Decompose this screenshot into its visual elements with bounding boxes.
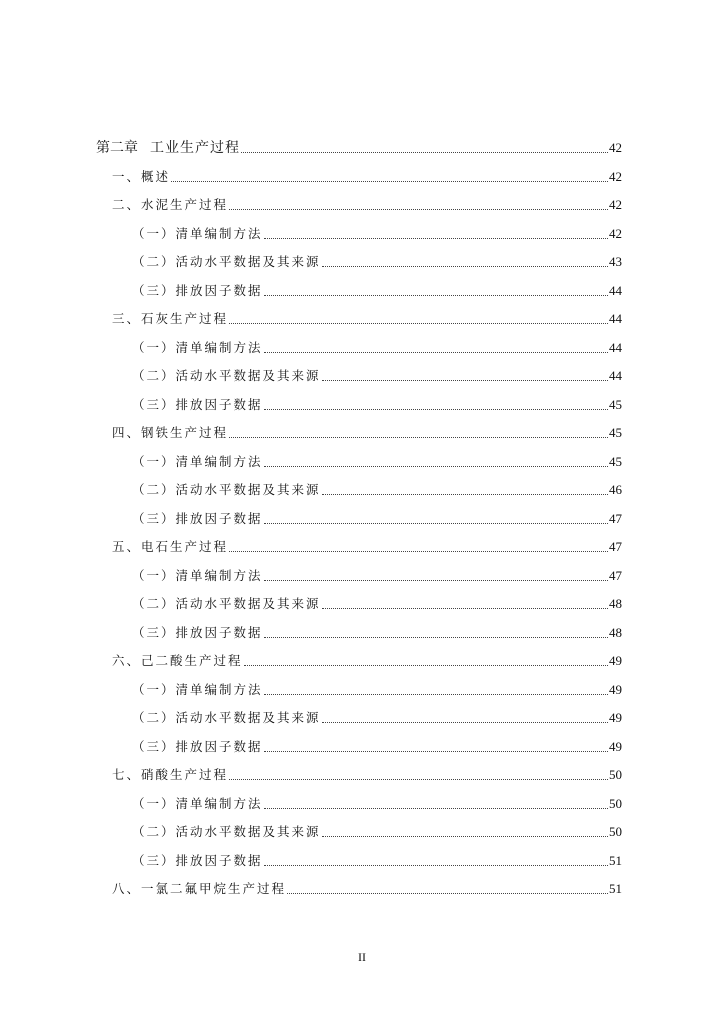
dot-leader xyxy=(264,580,608,581)
entry-title: 工业生产过程 xyxy=(150,140,240,156)
entry-number: （三） xyxy=(132,738,176,754)
dot-leader xyxy=(229,551,608,552)
entry-number: 二、 xyxy=(112,197,142,212)
toc-entry-subsection[interactable] xyxy=(96,384,622,413)
dot-leader xyxy=(264,409,608,410)
entry-number: 七、 xyxy=(112,767,142,782)
dot-leader xyxy=(241,152,608,153)
dot-leader xyxy=(322,380,608,381)
entry-page-number: 51 xyxy=(609,852,622,868)
entry-number: （一） xyxy=(132,339,176,355)
entry-page-number: 43 xyxy=(609,254,622,269)
dot-leader xyxy=(264,238,608,239)
toc-entry-subsection[interactable] xyxy=(96,555,622,584)
entry-number: （二） xyxy=(132,368,176,383)
dot-leader xyxy=(287,893,608,894)
entry-page-number: 45 xyxy=(609,453,622,469)
entry-title: 硝酸生产过程 xyxy=(141,767,229,782)
entry-title: 排放因子数据 xyxy=(175,510,263,526)
entry-page-number: 48 xyxy=(609,624,622,640)
entry-number: （一） xyxy=(132,225,176,241)
dot-leader xyxy=(322,608,608,609)
entry-number: 三、 xyxy=(112,311,142,326)
toc-entry-section[interactable] xyxy=(96,641,622,670)
entry-title: 排放因子数据 xyxy=(175,624,263,640)
toc-entry-subsection[interactable] xyxy=(96,270,622,299)
toc-entry-section[interactable] xyxy=(96,299,622,328)
toc-entry-section[interactable] xyxy=(96,156,622,185)
dot-leader xyxy=(229,779,608,780)
entry-number: （二） xyxy=(132,254,176,269)
entry-page-number: 50 xyxy=(609,767,622,782)
toc-entry-subsection[interactable] xyxy=(96,698,622,727)
page-number-footer: II xyxy=(358,950,366,964)
entry-title: 活动水平数据及其来源 xyxy=(175,368,321,383)
entry-number: 第二章 xyxy=(96,140,138,156)
entry-title: 清单编制方法 xyxy=(175,795,263,811)
entry-number: （三） xyxy=(132,396,176,412)
dot-leader xyxy=(171,181,608,182)
entry-page-number: 49 xyxy=(609,653,622,668)
entry-page-number: 49 xyxy=(609,710,622,725)
entry-page-number: 42 xyxy=(609,168,622,184)
entry-page-number: 48 xyxy=(609,596,622,611)
entry-number: （二） xyxy=(132,596,176,611)
entry-number: 四、 xyxy=(112,425,142,440)
entry-number: （三） xyxy=(132,624,176,640)
entry-number: 五、 xyxy=(112,539,142,554)
toc-entry-subsection[interactable] xyxy=(96,584,622,613)
toc-entry-subsection[interactable] xyxy=(96,669,622,698)
entry-page-number: 42 xyxy=(609,140,622,155)
entry-page-number: 50 xyxy=(609,824,622,839)
entry-page-number: 49 xyxy=(609,681,622,697)
entry-title: 排放因子数据 xyxy=(175,852,263,868)
dot-leader xyxy=(229,323,608,324)
entry-page-number: 51 xyxy=(609,881,622,896)
entry-page-number: 46 xyxy=(609,482,622,497)
dot-leader xyxy=(322,494,608,495)
dot-leader xyxy=(264,352,608,353)
dot-leader xyxy=(264,295,608,296)
entry-page-number: 44 xyxy=(609,368,622,383)
entry-page-number: 50 xyxy=(609,795,622,811)
entry-title: 排放因子数据 xyxy=(175,396,263,412)
entry-title: 清单编制方法 xyxy=(175,681,263,697)
toc-entry-section[interactable] xyxy=(96,755,622,784)
dot-leader xyxy=(244,665,608,666)
entry-title: 钢铁生产过程 xyxy=(141,425,229,440)
toc-entry-subsection[interactable] xyxy=(96,783,622,812)
entry-title: 己二酸生产过程 xyxy=(141,653,243,668)
entry-page-number: 44 xyxy=(609,282,622,298)
dot-leader xyxy=(264,523,608,524)
dot-leader xyxy=(264,865,608,866)
dot-leader xyxy=(322,836,608,837)
toc-entry-subsection[interactable] xyxy=(96,498,622,527)
entry-number: 六、 xyxy=(112,653,142,668)
entry-title: 清单编制方法 xyxy=(175,339,263,355)
entry-number: （一） xyxy=(132,567,176,583)
entry-number: （三） xyxy=(132,852,176,868)
toc-entry-subsection[interactable] xyxy=(96,213,622,242)
toc-entry-subsection[interactable] xyxy=(96,612,622,641)
dot-leader xyxy=(264,751,608,752)
entry-title: 概述 xyxy=(141,168,171,184)
entry-title: 石灰生产过程 xyxy=(141,311,229,326)
dot-leader xyxy=(264,694,608,695)
entry-number: （一） xyxy=(132,795,176,811)
toc-entry-section[interactable] xyxy=(96,869,622,898)
entry-number: 一、 xyxy=(112,168,142,184)
toc-entry-subsection[interactable] xyxy=(96,327,622,356)
entry-title: 水泥生产过程 xyxy=(141,197,229,212)
entry-page-number: 47 xyxy=(609,567,622,583)
toc-entry-subsection[interactable] xyxy=(96,840,622,869)
dot-leader xyxy=(229,437,608,438)
entry-page-number: 42 xyxy=(609,197,622,212)
entry-page-number: 47 xyxy=(609,539,622,554)
entry-number: 八、 xyxy=(112,881,142,896)
toc-entry-subsection[interactable] xyxy=(96,726,622,755)
entry-title: 活动水平数据及其来源 xyxy=(175,482,321,497)
entry-number: （一） xyxy=(132,453,176,469)
entry-number: （二） xyxy=(132,710,176,725)
entry-title: 活动水平数据及其来源 xyxy=(175,710,321,725)
entry-title: 电石生产过程 xyxy=(141,539,229,554)
entry-title: 排放因子数据 xyxy=(175,738,263,754)
toc-entry-section[interactable] xyxy=(96,527,622,556)
entry-title: 活动水平数据及其来源 xyxy=(175,596,321,611)
toc-entry-subsection[interactable] xyxy=(96,356,622,385)
dot-leader xyxy=(264,808,608,809)
toc-entry-section[interactable] xyxy=(96,185,622,214)
dot-leader xyxy=(229,209,608,210)
entry-title: 活动水平数据及其来源 xyxy=(175,824,321,839)
entry-number: （三） xyxy=(132,282,176,298)
toc-entry-subsection[interactable] xyxy=(96,812,622,841)
entry-page-number: 45 xyxy=(609,425,622,440)
dot-leader xyxy=(322,266,608,267)
dot-leader xyxy=(264,466,608,467)
entry-number: （三） xyxy=(132,510,176,526)
toc-entry-chapter-2[interactable] xyxy=(96,128,622,156)
entry-number: （二） xyxy=(132,824,176,839)
entry-title: 排放因子数据 xyxy=(175,282,263,298)
toc-entry-section[interactable] xyxy=(96,413,622,442)
toc-entry-subsection[interactable] xyxy=(96,242,622,271)
dot-leader xyxy=(322,722,608,723)
entry-page-number: 47 xyxy=(609,510,622,526)
entry-number: （一） xyxy=(132,681,176,697)
toc-entry-subsection[interactable] xyxy=(96,470,622,499)
entry-page-number: 44 xyxy=(609,311,622,326)
entry-page-number: 44 xyxy=(609,339,622,355)
entry-page-number: 49 xyxy=(609,738,622,754)
entry-title: 清单编制方法 xyxy=(175,453,263,469)
toc-entry-subsection[interactable] xyxy=(96,441,622,470)
table-of-contents xyxy=(96,128,622,897)
entry-title: 清单编制方法 xyxy=(175,567,263,583)
dot-leader xyxy=(264,637,608,638)
entry-title: 清单编制方法 xyxy=(175,225,263,241)
entry-page-number: 45 xyxy=(609,396,622,412)
entry-number: （二） xyxy=(132,482,176,497)
entry-page-number: 42 xyxy=(609,225,622,241)
entry-title: 活动水平数据及其来源 xyxy=(175,254,321,269)
entry-title: 一氯二氟甲烷生产过程 xyxy=(141,881,287,896)
